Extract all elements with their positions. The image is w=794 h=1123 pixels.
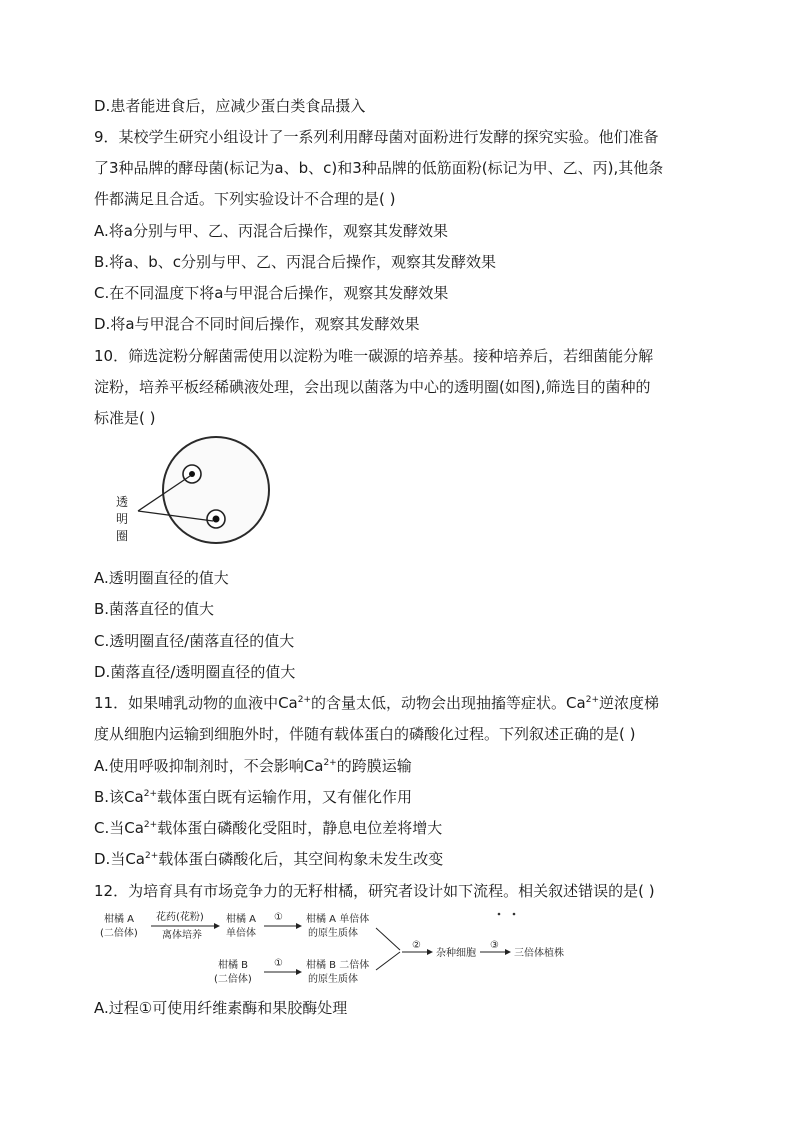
- line-q10-b: B.菌落直径的值大: [94, 600, 215, 618]
- line-q10-c: C.透明圈直径/菌落直径的值大: [94, 632, 295, 650]
- node-citrus-a-haploid: 柑橘 A: [226, 914, 257, 925]
- step-1-top: ①: [274, 912, 283, 923]
- merge-line-lower: [376, 952, 400, 970]
- node-haploid-label: 单倍体: [226, 928, 256, 939]
- line-q8-d: D.患者能进食后，应减少蛋白类食品摄入: [94, 97, 366, 115]
- line-q9-c: C.在不同温度下将a与甲混合后操作，观察其发酵效果: [94, 284, 449, 302]
- scan-speck-2: [513, 913, 516, 916]
- node-citrus-a-ploidy: (二倍体): [100, 928, 138, 939]
- node-citrus-b-ploidy: (二倍体): [214, 974, 252, 985]
- edge-culture-label: 离体培养: [162, 930, 202, 941]
- line-q10-a: A.透明圈直径的值大: [94, 569, 229, 587]
- label-char-1: 透: [116, 495, 129, 509]
- step-1-bottom: ①: [274, 958, 283, 969]
- step-2: ②: [412, 940, 421, 951]
- line-q9-d: D.将a与甲混合不同时间后操作，观察其发酵效果: [94, 315, 420, 333]
- line-q10-3: 标准是( ): [94, 409, 156, 427]
- line-q11-2: 度从细胞内运输到细胞外时，伴随有载体蛋白的磷酸化过程。下列叙述正确的是( ): [94, 725, 636, 743]
- line-q11-b: B.该$Ca^{2+}$载体蛋白既有运输作用，又有催化作用: [94, 788, 413, 806]
- node-citrus-b: 柑橘 B: [218, 960, 249, 971]
- line-q11-a: A.使用呼吸抑制剂时，不会影响$Ca^{2+}$的跨膜运输: [94, 757, 412, 775]
- step-3: ③: [490, 940, 499, 951]
- node-haploid-protoplast-2: 的原生质体: [308, 928, 358, 939]
- node-citrus-a: 柑橘 A: [104, 914, 135, 925]
- edge-anther-label: 花药(花粉): [156, 912, 204, 923]
- line-q9-a: A.将a分别与甲、乙、丙混合后操作，观察其发酵效果: [94, 222, 448, 240]
- node-diploid-protoplast-2: 的原生质体: [308, 974, 358, 985]
- node-haploid-protoplast: 柑橘 A 单倍体: [306, 914, 370, 925]
- line-q11-c: C.当$Ca^{2+}$载体蛋白磷酸化受阻时，静息电位差将增大: [94, 819, 443, 837]
- merge-line-upper: [376, 928, 400, 950]
- label-char-2: 明: [116, 512, 129, 526]
- label-char-3: 圈: [116, 529, 129, 543]
- line-q10-1: 10．筛选淀粉分解菌需使用以淀粉为唯一碳源的培养基。接种培养后，若细菌能分解: [94, 347, 654, 365]
- line-q12-1: 12．为培育具有市场竞争力的无籽柑橘，研究者设计如下流程。相关叙述错误的是( ): [94, 882, 655, 900]
- petri-dish-figure: [106, 436, 276, 548]
- node-triploid-plant: 三倍体植株: [514, 948, 564, 959]
- scan-speck-1: [498, 913, 501, 916]
- line-q10-d: D.菌落直径/透明圈直径的值大: [94, 663, 296, 681]
- line-q9-b: B.将a、b、c分别与甲、乙、丙混合后操作，观察其发酵效果: [94, 253, 497, 271]
- line-q11-1: 11．如果哺乳动物的血液中$Ca^{2+}$的含量太低，动物会出现抽搐等症状。$Ca^{2+}$逆浓度梯: [94, 694, 660, 712]
- flowchart-figure: [96, 906, 596, 988]
- colony-lower: [213, 516, 220, 523]
- node-diploid-protoplast: 柑橘 B 二倍体: [306, 960, 370, 971]
- node-hybrid-cell: 杂种细胞: [436, 948, 476, 959]
- line-q10-2: 淀粉，培养平板经稀碘液处理，会出现以菌落为中心的透明圈(如图),筛选目的菌种的: [94, 378, 651, 396]
- line-q11-d: D.当$Ca^{2+}$载体蛋白磷酸化后，其空间构象未发生改变: [94, 850, 444, 868]
- line-q9-2: 了3种品牌的酵母菌(标记为a、b、c)和3种品牌的低筋面粉(标记为甲、乙、丙),其他条: [94, 159, 664, 177]
- line-q9-3: 件都满足且合适。下列实验设计不合理的是( ): [94, 190, 396, 208]
- line-q9-1: 9．某校学生研究小组设计了一系列利用酵母菌对面粉进行发酵的探究实验。他们准备: [94, 128, 659, 146]
- line-q12-a: A.过程①可使用纤维素酶和果胶酶处理: [94, 999, 348, 1017]
